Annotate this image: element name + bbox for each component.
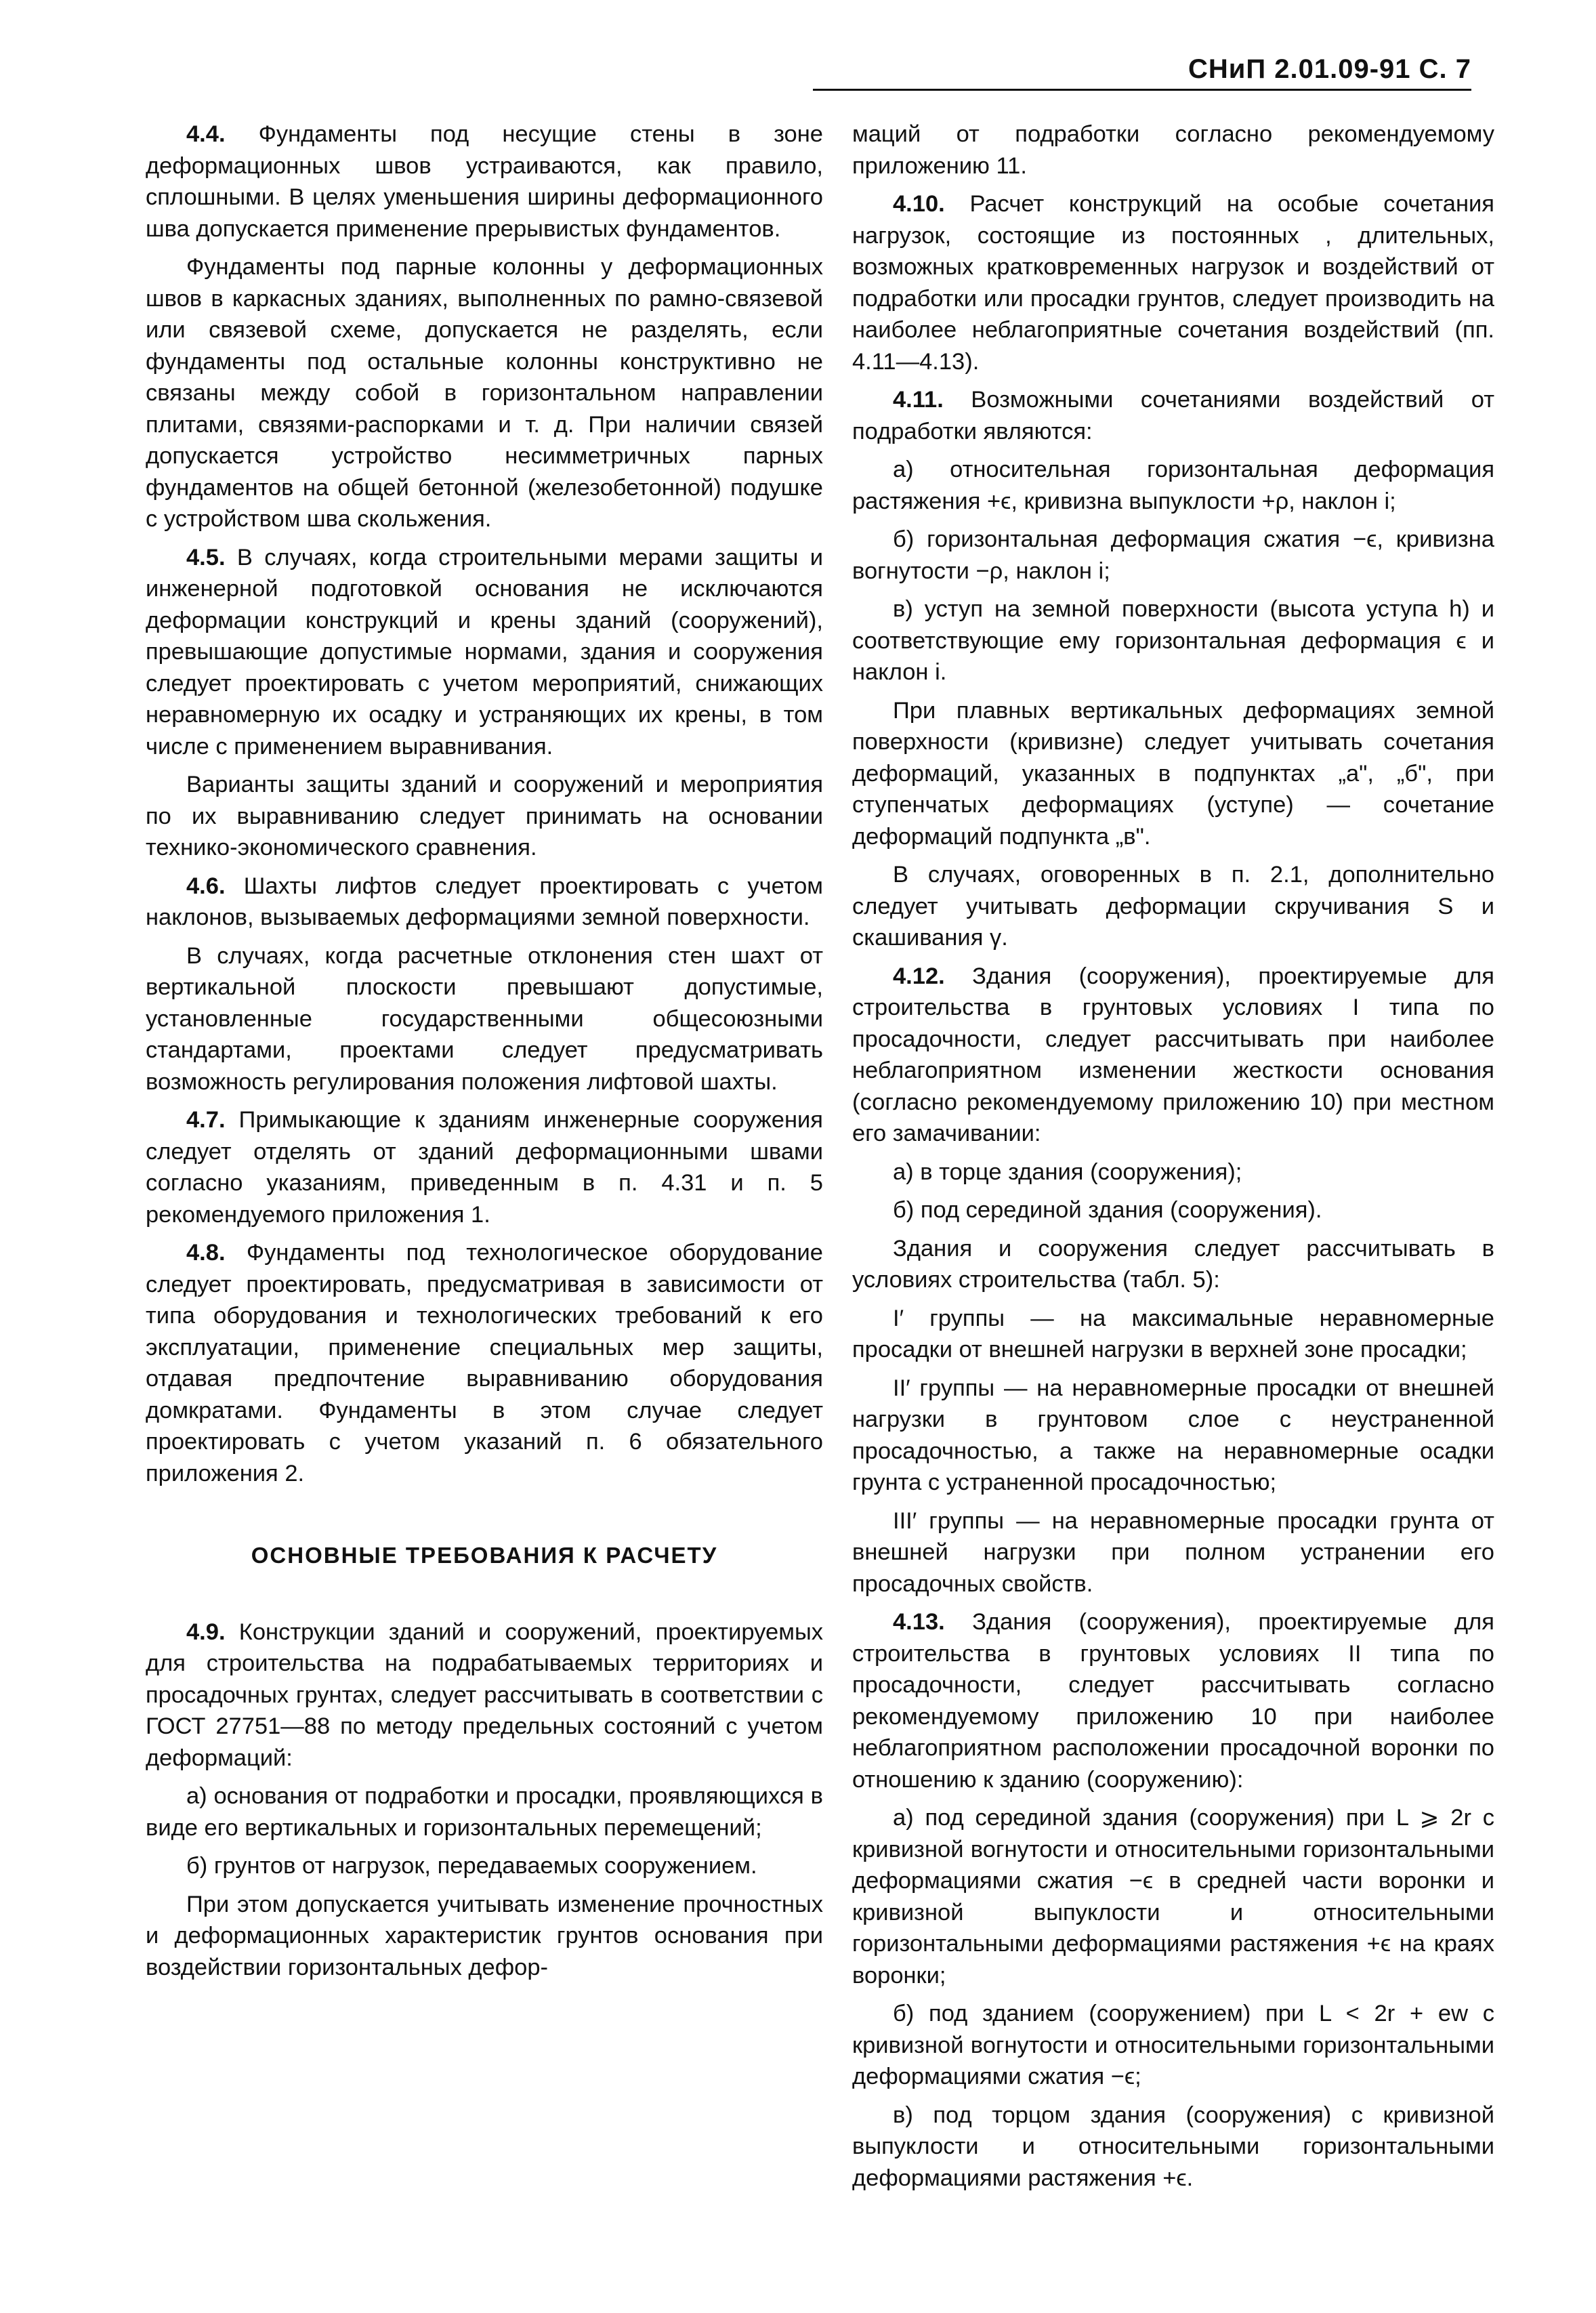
paragraph (852, 695, 1494, 853)
paragraph-text: Расчет конструкций на особые сочетания нагрузок, состоящие из постоянных , длительных, возможных кратковременных нагрузок и воздействий от подработки или просадки грунтов, следует производить на наиболее неблагоприятные сочетания воздействий (пп. 4.11—4.13). (852, 191, 1494, 375)
paragraph-text: а) относительная горизонтальная деформация растяжения +ϵ, кривизна выпуклости +ρ, наклон i; (852, 457, 1494, 514)
section-heading: ОСНОВНЫЕ ТРЕБОВАНИЯ К РАСЧЕТУ (251, 1543, 718, 1568)
paragraph (146, 119, 823, 245)
paragraph-text: При этом допускается учитывать изменение прочностных и деформационных характеристик грунтов основания при воздействии горизонтальных дефор- (146, 1891, 823, 1980)
paragraph (146, 1889, 823, 1984)
paragraph-text: в) под торцом здания (сооружения) с кривизной выпуклости и относительными горизонтальными деформациями растяжения +ϵ. (852, 2102, 1494, 2191)
paragraph-text: Примыкающие к зданиям инженерные сооружения следует отделять от зданий деформационными швами согласно указаниям, приведенным в п. 4.31 и п. 5 рекомендуемого приложения 1. (146, 1107, 823, 1228)
left-column (146, 119, 823, 1990)
clause-number: 4.9. (186, 1619, 226, 1645)
clause-number: 4.12. (893, 963, 945, 989)
paragraph (852, 1373, 1494, 1499)
paragraph (146, 1617, 823, 1774)
paragraph (146, 251, 823, 535)
paragraph (852, 188, 1494, 377)
paragraph (852, 1156, 1494, 1188)
paragraph-text: а) в торце здания (сооружения); (893, 1159, 1242, 1185)
paragraph-text: В случаях, когда строительными мерами защиты и инженерной подготовкой основания не исключаются деформации конструкций и крены зданий (сооружений), превышающие допустимые нормами, здания и сооружения следует проектировать с учетом мероприятий, снижающих неравномерную их осадку и устраняющих их крены, в том числе с применением выравнивания. (146, 544, 823, 759)
paragraph (852, 524, 1494, 587)
paragraph-text: I′ группы — на максимальные неравномерные просадки от внешней нагрузки в верхней зоне просадки; (852, 1305, 1494, 1362)
paragraph (146, 1850, 823, 1882)
clause-number: 4.4. (186, 121, 226, 147)
paragraph-text: В случаях, оговоренных в п. 2.1, дополнительно следует учитывать деформации скручивания S и скашивания γ. (852, 862, 1494, 951)
paragraph (852, 1233, 1494, 1296)
paragraph-text: В случаях, когда расчетные отклонения стен шахт от вертикальной плоскости превышают допустимые, установленные государственными общесоюзными стандартами, проектами следует предусматривать возможность регулирования положения лифтовой шахты. (146, 942, 823, 1095)
paragraph (852, 1194, 1494, 1226)
clause-number: 4.7. (186, 1107, 226, 1133)
paragraph-text: Фундаменты под технологическое оборудование следует проектировать, предусматривая в зависимости от типа оборудования и технологических требований к его эксплуатации, применение специальных мер защиты, отдавая предпочтение выравниванию оборудования домкратами. Фундаменты в этом случае следует проектировать с учетом указаний п. 6 обязательного приложения 2. (146, 1240, 823, 1486)
paragraph-text: Шахты лифтов следует проектировать с учетом наклонов, вызываемых деформациями земной поверхности. (146, 873, 823, 930)
paragraph-text: в) уступ на земной поверхности (высота уступа h) и соответствующие ему горизонтальная деформация ϵ и наклон i. (852, 596, 1494, 685)
paragraph (146, 1104, 823, 1230)
paragraph-text: б) грунтов от нагрузок, передаваемых сооружением. (186, 1853, 757, 1879)
clause-number: 4.6. (186, 873, 226, 899)
paragraph-text: Варианты защиты зданий и сооружений и мероприятия по их выравниванию следует принимать на основании технико-экономического сравнения. (146, 772, 823, 860)
paragraph-text: Конструкции зданий и сооружений, проектируемых для строительства на подрабатываемых территориях и просадочных грунтах, следует рассчитывать в соответствии с ГОСТ 27751—88 по методу предельных состояний с учетом деформаций: (146, 1619, 823, 1771)
paragraph (852, 1505, 1494, 1600)
paragraph (852, 593, 1494, 688)
paragraph-text: Здания (сооружения), проектируемые для строительства в грунтовых условиях I типа по просадочности, следует рассчитывать при наиболее неблагоприятном изменении жесткости основания (согласно рекомендуемому приложению 10) при местном его замачивании: (852, 963, 1494, 1146)
clause-number: 4.11. (893, 387, 944, 413)
paragraph-text: а) основания от подработки и просадки, проявляющихся в виде его вертикальных и горизонтальных перемещений; (146, 1783, 823, 1841)
paragraph-text: II′ группы — на неравномерные просадки от внешней нагрузки в грунтовом слое с неустраненной просадочностью, а также на неравномерные осадки грунта с устраненной просадочностью; (852, 1375, 1494, 1495)
clause-number: 4.10. (893, 191, 945, 217)
paragraph (146, 542, 823, 763)
paragraph-text: Фундаменты под парные колонны у деформационных швов в каркасных зданиях, выполненных по рамно-связевой или связевой схеме, допускается не разделять, если фундаменты под остальные колонны конструктивно не связаны между собой в горизонтальном направлении плитами, связями-распорками и т. д. При наличии связей допускается устройство несимметричных парных фундаментов на общей бетонной (железобетонной) подушке с устройством шва скольжения. (146, 254, 823, 532)
clause-number: 4.5. (186, 544, 226, 570)
paragraph (852, 1606, 1494, 1795)
right-column (852, 119, 1494, 2201)
left-paragraphs (146, 119, 823, 1489)
paragraph (146, 871, 823, 934)
paragraph-text: маций от подработки согласно рекомендуемому приложению 11. (852, 121, 1494, 179)
paragraph-text: При плавных вертикальных деформациях земной поверхности (кривизне) следует учитывать сочетания деформаций, указанных в подпунктах „а", „б", при ступенчатых деформациях (уступе) — сочетание деформаций подпункта „в". (852, 697, 1494, 850)
paragraph (852, 1998, 1494, 2093)
clause-number: 4.8. (186, 1240, 226, 1266)
right-paragraphs (852, 119, 1494, 2194)
paragraph-text: б) под зданием (сооружением) при L < 2r + ew с кривизной вогнутости и относительными горизонтальными деформациями сжатия −ϵ; (852, 2001, 1494, 2089)
paragraph (146, 769, 823, 864)
paragraph (852, 961, 1494, 1150)
paragraph-text: а) под серединой здания (сооружения) при L ⩾ 2r с кривизной вогнутости и относительными горизонтальными деформациями сжатия −ϵ в средней части воронки и кривизной выпуклости и относительными горизонтальными деформациями растяжения +ϵ на краях воронки; (852, 1805, 1494, 1988)
paragraph (852, 2100, 1494, 2194)
left-paragraphs-after-heading (146, 1617, 823, 1984)
paragraph-text: б) под серединой здания (сооружения). (893, 1197, 1322, 1223)
paragraph (852, 859, 1494, 954)
paragraph (852, 384, 1494, 447)
page-ref: СНиП 2.01.09-91 С. 7 (1188, 54, 1471, 84)
paragraph-text: Здания и сооружения следует рассчитывать в условиях строительства (табл. 5): (852, 1235, 1494, 1293)
paragraph (146, 1780, 823, 1843)
paragraph-text: Возможными сочетаниями воздействий от подработки являются: (852, 387, 1494, 444)
paragraph-text: Здания (сооружения), проектируемые для строительства в грунтовых условиях II типа по просадочности, следует рассчитывать согласно рекомендуемому приложению 10 при наиболее неблагоприятном расположении просадочной воронки по отношению к зданию (сооружению): (852, 1609, 1494, 1793)
clause-number: 4.13. (893, 1609, 945, 1635)
page-header (813, 54, 1471, 91)
paragraph-text: б) горизонтальная деформация сжатия −ϵ, кривизна вогнутости −ρ, наклон i; (852, 526, 1494, 584)
paragraph (852, 1802, 1494, 1991)
paragraph (852, 1303, 1494, 1366)
paragraph (146, 940, 823, 1098)
paragraph (146, 1237, 823, 1489)
paragraph-text: Фундаменты под несущие стены в зоне деформационных швов устраиваются, как правило, сплошными. В целях уменьшения ширины деформационного шва допускается применение прерывистых фундаментов. (146, 121, 823, 242)
paragraph-text: III′ группы — на неравномерные просадки грунта от внешней нагрузки при полном устранении его просадочных свойств. (852, 1507, 1494, 1597)
paragraph (852, 119, 1494, 182)
paragraph (852, 454, 1494, 517)
